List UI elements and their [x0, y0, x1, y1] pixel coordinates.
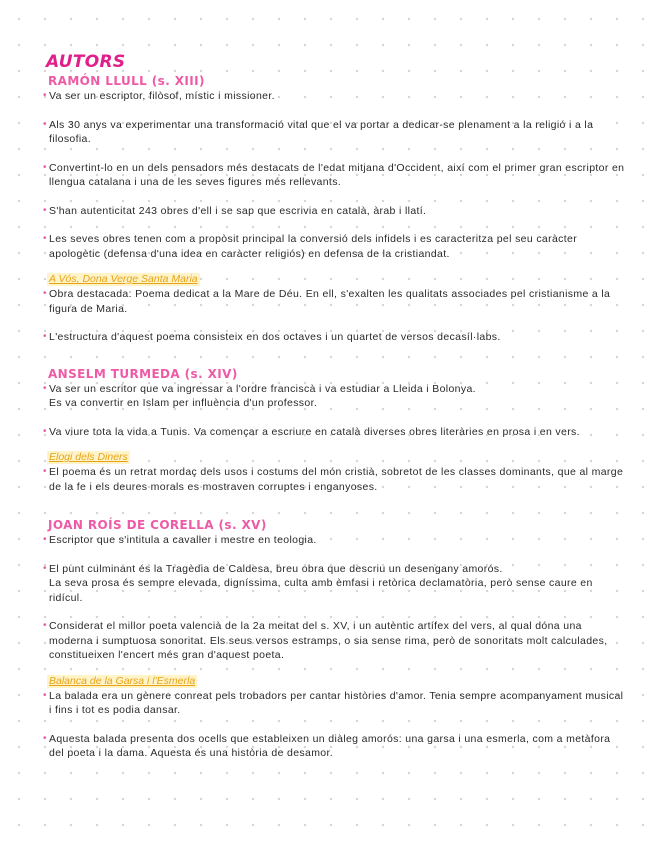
list-item: • L'estructura d'aquest poema consisteix en dos octaves i un quartet de versos decasíl·labs.: [43, 331, 501, 343]
author-heading: RAMÓN LLULL (s. XIII): [48, 74, 205, 88]
list-item: • S'han autenticitat 243 obres d'ell i se sap que escrivia en català, àrab i llatí.: [43, 204, 427, 217]
bullet-icon: •: [43, 204, 47, 216]
bullet-icon: •: [43, 90, 47, 101]
bullet-icon: •: [43, 331, 47, 342]
list-item: • Considerat el millor poeta valencià de la 2a meitat del s. XV, i un autèntic artífex del vers, al qual dóna una moderna i sumptuosa sonoritat. Els seus versos estramps, o sia sense rima, però de sonoritats molt calculades, constitueixen l'encert més gran d'aquest poeta.: [43, 620, 608, 661]
bullet-icon: •: [43, 620, 47, 631]
list-item: • Va ser un escriptor, filòsof, místic i missioner.: [43, 90, 275, 102]
list-item: • Convertint-lo en un dels pensadors més destacats de l'edat mitjana d'Occident, així com el primer gran escriptor en llengua catalana i una de les seves figures més rellevants.: [43, 161, 625, 188]
page-title: AUTORS: [46, 52, 126, 72]
bullet-icon: •: [43, 562, 47, 574]
list-item: • El poema és un retrat mordaç dels usos i costums del món cristià, sobretot de les classes dominants, que al marge de la fe i els deures morals es mostraven corruptes i enganyoses.: [43, 466, 624, 493]
list-item: • Les seves obres tenen com a propòsit principal la conversió dels infidels i es caracteritza pel seu caràcter apologètic (defensa d'una idea en caràcter religiós) en defensa de la cristiandat.: [43, 233, 578, 260]
list-item: • Als 30 anys va experimentar una transformació vital que el va portar a dedicar-se plenament a la religió i a la filosofia.: [43, 118, 594, 145]
work-title: Elogi dels Diners: [49, 451, 128, 463]
bullet-icon: •: [43, 382, 47, 394]
list-item: • La balada era un gènere conreat pels trobadors per cantar històries d'amor. Tenia sempre acompanyament musical i fins i tot es podia dansar.: [43, 689, 624, 716]
list-item: • El punt culminant és la Tragèdia de Caldesa, breu obra que descriu un desengany amorós. La seva prosa és sempre elevada, digníssima, culta amb èmfasi i retòrica declamatòria, però sense caure en ridícul.: [43, 562, 593, 604]
author-section-corella: [44, 518, 626, 761]
work-title: A Vós, Dona Verge Santa Maria: [49, 273, 198, 285]
list-item: • Escriptor que s'intitula a cavaller i mestre en teologia.: [43, 534, 317, 546]
bullet-icon: •: [43, 288, 47, 299]
bullet-icon: •: [43, 732, 47, 744]
author-heading: ANSELM TURMEDA (s. XIV): [48, 366, 238, 381]
work-title: Balanca de la Garsa i l'Esmerla: [49, 674, 196, 687]
bullet-icon: •: [43, 118, 47, 130]
bullet-icon: •: [43, 689, 47, 701]
author-section-turmeda: [44, 367, 626, 495]
bullet-icon: •: [43, 233, 47, 244]
list-item: • Va ser un escritor que va ingressar a l'ordre franciscà i va estudiar a Lleida i Bolonya. Es va convertir en Islam per influència d'un professor.: [43, 382, 476, 409]
author-heading: JOAN ROÍS DE CORELLA (s. XV): [48, 518, 267, 532]
list-item: • Va viure tota la vida a Tunis. Va començar a escriure en català diverses obres literàries en prosa i en vers.: [43, 425, 580, 438]
bullet-icon: •: [43, 466, 47, 477]
list-item: • Obra destacada: Poema dedicat a la Mare de Déu. En ell, s'exalten les qualitats associades pel cristianisme a la figura de Maria.: [43, 288, 611, 315]
bullet-icon: •: [43, 534, 47, 545]
list-item: • Aquesta balada presenta dos ocells que estableixen un diàleg amorós: una garsa i una esmerla, com a metàfora del poeta i la dama. Aquesta és una història de desamor.: [43, 732, 611, 759]
author-section-llull: [44, 74, 626, 345]
bullet-icon: •: [43, 425, 47, 437]
bullet-icon: •: [43, 161, 47, 173]
